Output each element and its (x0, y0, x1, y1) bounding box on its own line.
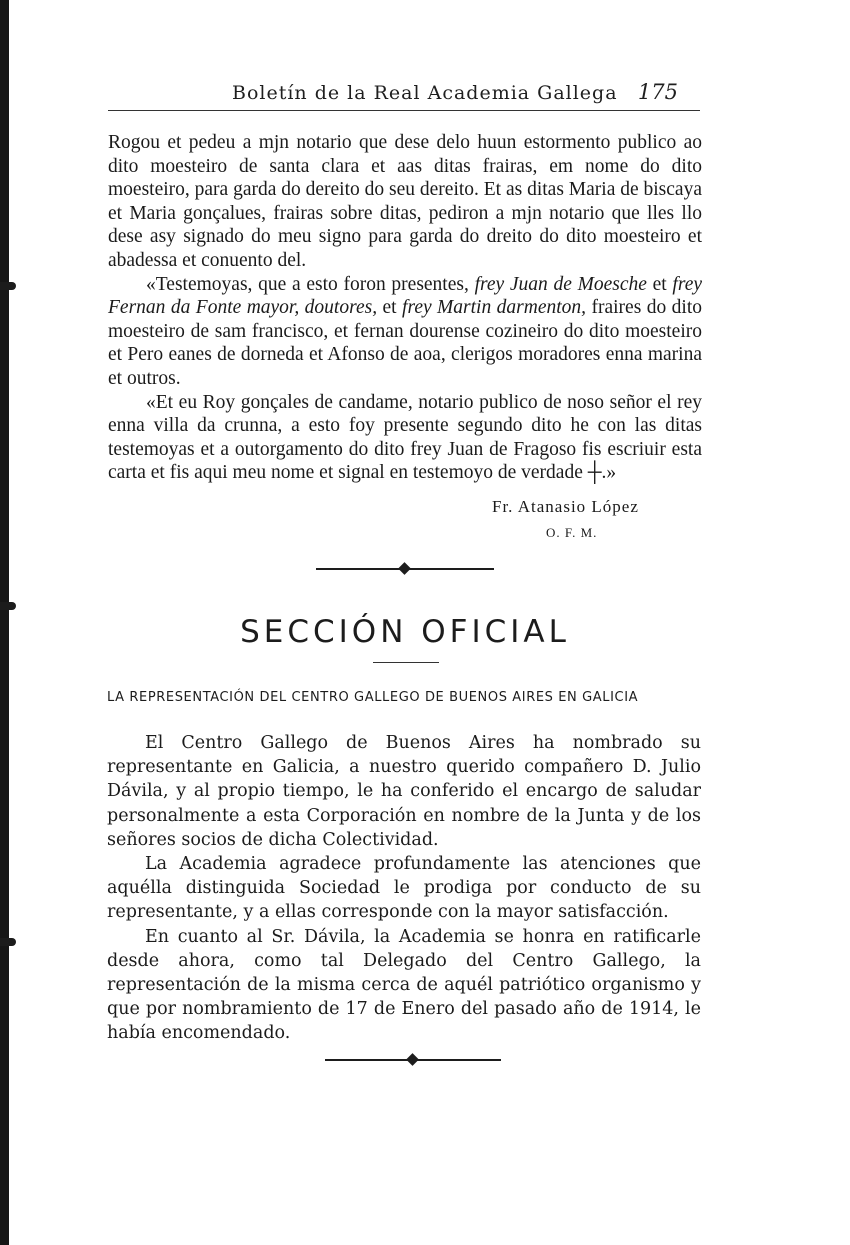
page-number: 175 (637, 80, 678, 104)
ornamental-divider (316, 562, 494, 576)
binding-mark (0, 602, 16, 610)
divider-diamond (406, 1053, 419, 1066)
title-underline (373, 662, 439, 663)
text-run: et (377, 297, 403, 319)
italic-name: frey Juan de Moesche (474, 273, 647, 295)
running-title: Boletín de la Real Academia Gallega (232, 82, 618, 104)
text-run: «Testemoyas, que a esto foron presentes, (146, 273, 475, 295)
paragraph: Rogou et pedeu a mjn notario que dese delo huun estormento publico ao dito moesteiro de santa clara et aas ditas frairas, em nome do dito moesteiro, para garda do dereito do seu dereito. Et as ditas Maria de biscaya et Maria gonçalues, frairas sobre ditas, pediron a mjn notario que lles llo dese asy signado do meu signo para garda do dreito do dito moesteiro et abadessa et conuento del. (108, 132, 702, 271)
document-body (108, 131, 702, 485)
article-heading: LA REPRESENTACIÓN DEL CENTRO GALLEGO DE BUENOS AIRES EN GALICIA (107, 690, 639, 705)
page-header (108, 78, 700, 112)
binding-mark (0, 282, 16, 290)
section-title: SECCIÓN OFICIAL (240, 614, 570, 650)
paragraph: En cuanto al Sr. Dávila, la Academia se honra en ratificarle desde ahora, como tal Delegado del Centro Gallego, la representación de la misma cerca de aquél patriótico organismo y que por nombramiento de 17 de Enero del pasado año de 1914, le había encomendado. (107, 926, 701, 1044)
section-body (107, 731, 701, 1046)
header-rule (108, 110, 700, 111)
paragraph (108, 273, 702, 391)
italic-name: frey Martin darmenton, (402, 297, 587, 319)
author-order: O. F. M. (546, 525, 598, 540)
ornamental-divider (325, 1053, 501, 1067)
author-signature: Fr. Atanasio López (492, 497, 639, 516)
text-run: fraires do dito moesteiro de sam francisco, et fernan dourense cozineiro do dito moesteiro et Pero eanes de dorneda et Afonso de aoa, clerigos moradores enna marina et outros. (108, 297, 702, 389)
divider-diamond (398, 562, 411, 575)
paragraph: La Academia agradece profundamente las atenciones que aquélla distinguida Sociedad le prodiga por conducto de su representante, y a ellas corresponde con la mayor satisfacción. (107, 854, 701, 923)
paragraph: «Et eu Roy gonçales de candame, notario publico de noso señor el rey enna villa da crunna, a esto foy presente segundo dito he con las ditas testemoyas et a outorgamento do dito frey Juan de Fragoso fis escriuir esta carta et fis aqui meu nome et signal en testemoyo de verdade ┼.» (108, 391, 702, 484)
text-run: et (646, 273, 673, 295)
italic-name: frey Fernan da Fonte mayor, doutores, (108, 273, 702, 319)
binding-mark (0, 938, 16, 946)
paragraph: El Centro Gallego de Buenos Aires ha nombrado su representante en Galicia, a nuestro querido compañero D. Julio Dávila, y al propio tiempo, le ha conferido el encargo de saludar personalmente a esta Corporación en nombre de la Junta y de los señores socios de dicha Colectividad. (107, 733, 701, 850)
